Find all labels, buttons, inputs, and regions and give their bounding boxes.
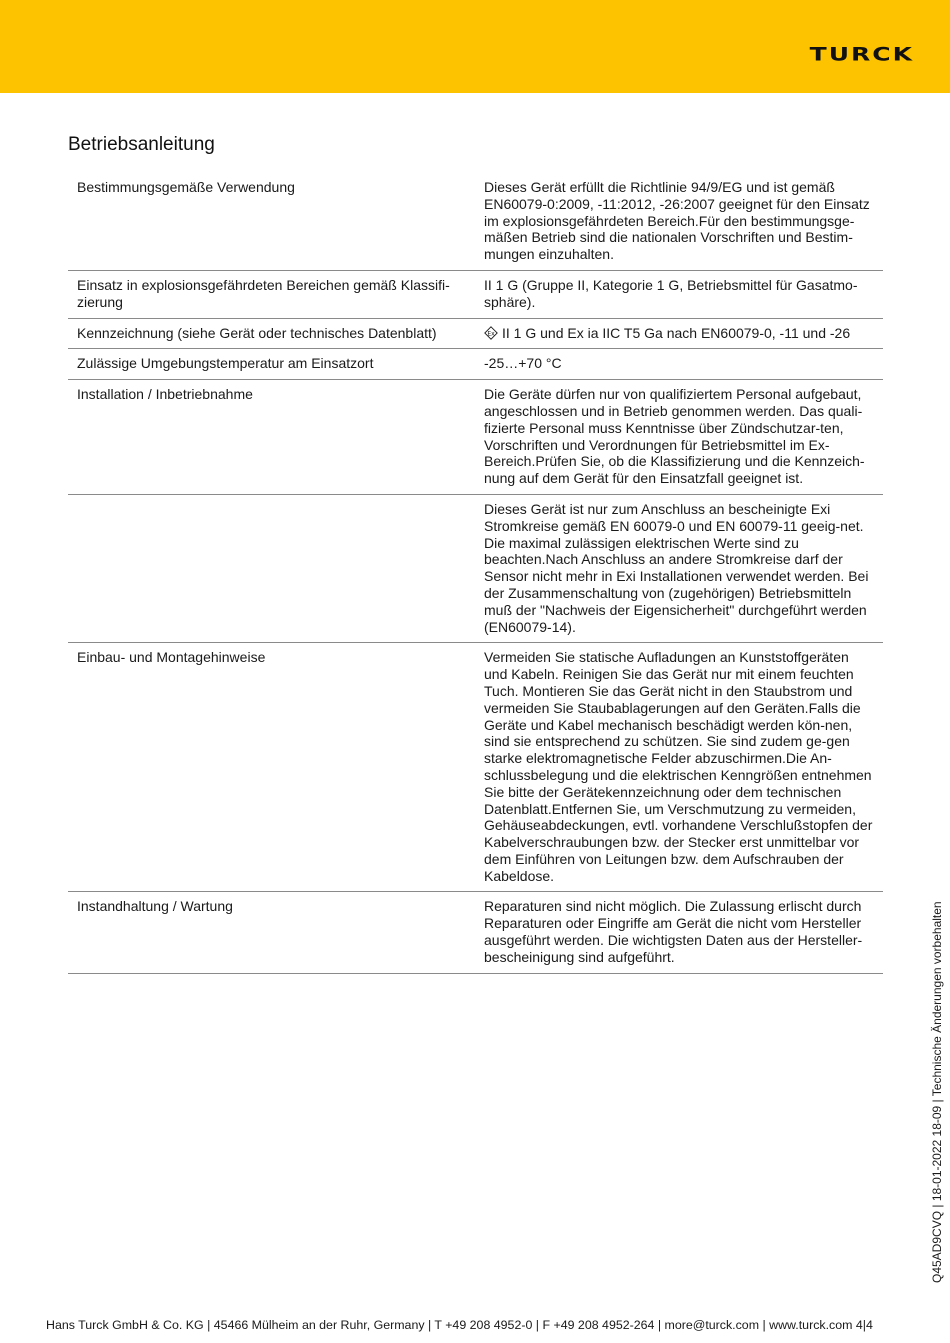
spec-table <box>68 173 883 974</box>
row-label: Zulässige Umgebungstemperatur am Einsatzort <box>68 349 475 380</box>
row-value: Dieses Gerät ist nur zum Anschluss an bescheinigte Exi Stromkreise gemäß EN 60079-0 und EN 60079-11 geeig-net. Die maximal zulässigen elektrischen Werte sind zu beachten.Nach Anschluss an andere Stromkreise darf der Sensor nicht mehr in Exi Installationen verwendet werden. Bei der Zusammenschaltung von (zugehörigen) Betriebsmitteln muß der "Nachweis der Eigensicherheit" durchgeführt werden (EN60079-14). <box>475 494 883 642</box>
row-label: Kennzeichnung (siehe Gerät oder technisches Datenblatt) <box>68 318 475 349</box>
row-label: Instandhaltung / Wartung <box>68 892 475 973</box>
turck-logo: TURCK <box>809 43 914 65</box>
row-label: Einsatz in explosionsgefährdeten Bereichen gemäß Klassifi-zierung <box>68 270 475 318</box>
row-value: Reparaturen sind nicht möglich. Die Zulassung erlischt durch Reparaturen oder Eingriffe am Gerät die nicht vom Hersteller ausgeführt werden. Die wichtigsten Daten aus der Hersteller-bescheinigung sind aufgeführt. <box>475 892 883 973</box>
table-row <box>68 643 883 892</box>
ex-marking-icon <box>484 326 498 340</box>
svg-text:Ex: Ex <box>487 329 495 337</box>
header-bar <box>0 0 950 93</box>
footer: Hans Turck GmbH & Co. KG | 45466 Mülheim an der Ruhr, Germany | T +49 208 4952-0 | F +49 208 4952-264 | more@turck.com | www.turck.com 4|4 <box>46 1318 873 1332</box>
table-row <box>68 892 883 973</box>
row-label: Installation / Inbetriebnahme <box>68 380 475 495</box>
side-note: Q45AD9CVQ | 18-01-2022 18-09 | Technische Änderungen vorbehalten <box>930 901 944 1283</box>
row-value: Vermeiden Sie statische Aufladungen an Kunststoffgeräten und Kabeln. Reinigen Sie das Gerät nur mit einem feuchten Tuch. Montieren Sie das Gerät nicht in den Staubstrom und vermeiden Sie Staubablagerungen auf den Geräten.Falls die Geräte und Kabel mechanisch beschädigt werden kön-nen, sind sie entsprechend zu schützen. Sie sind zudem ge-gen starke elektromagnetische Felder abzuschirmen.Die An-schlussbelegung und die elektrischen Kenngrößen entnehmen Sie bitte der Gerätekennzeichnung oder dem technischen Datenblatt.Entfernen Sie, um Verschmutzung zu vermeiden, Gehäuseabdeckungen, evtl. vorhandene Verschlußstopfen der Kabelverschraubungen bzw. der Stecker erst unmittelbar vor dem Einführen von Leitungen bzw. dem Aufschrauben der Kabeldose. <box>475 643 883 892</box>
table-row <box>68 349 883 380</box>
table-row <box>68 380 883 495</box>
marking-text: II 1 G und Ex ia IIC T5 Ga nach EN60079-0, -11 und -26 <box>502 324 851 341</box>
row-label: Einbau- und Montagehinweise <box>68 643 475 892</box>
page-title: Betriebsanleitung <box>68 134 215 155</box>
row-value: Die Geräte dürfen nur von qualifiziertem Personal aufgebaut, angeschlossen und in Betrieb genommen werden. Das quali-fizierte Personal muss Kenntnisse über Zündschutzar-ten, Vorschriften und Verordnungen für Betriebsmittel im Ex-Bereich.Prüfen Sie, ob die Klassifizierung und die Kennzeich-nung auf dem Gerät für den Einsatzfall geeignet ist. <box>475 380 883 495</box>
table-row <box>68 173 883 270</box>
row-value: II 1 G (Gruppe II, Kategorie 1 G, Betriebsmittel für Gasatmo-sphäre). <box>475 270 883 318</box>
row-label: Bestimmungsgemäße Verwendung <box>68 173 475 270</box>
table-row <box>68 494 883 642</box>
table-row <box>68 270 883 318</box>
row-value: Dieses Gerät erfüllt die Richtlinie 94/9/EG und ist gemäß EN60079-0:2009, -11:2012, -26:2007 geeignet für den Einsatz im explosionsgefährdeten Bereich.Für den bestimmungsge-mäßen Betrieb sind die nationalen Vorschriften und Bestim-mungen einzuhalten. <box>475 173 883 270</box>
table-row <box>68 318 883 349</box>
row-value <box>475 318 883 349</box>
row-value: -25…+70 °C <box>475 349 883 380</box>
row-label <box>68 494 475 642</box>
